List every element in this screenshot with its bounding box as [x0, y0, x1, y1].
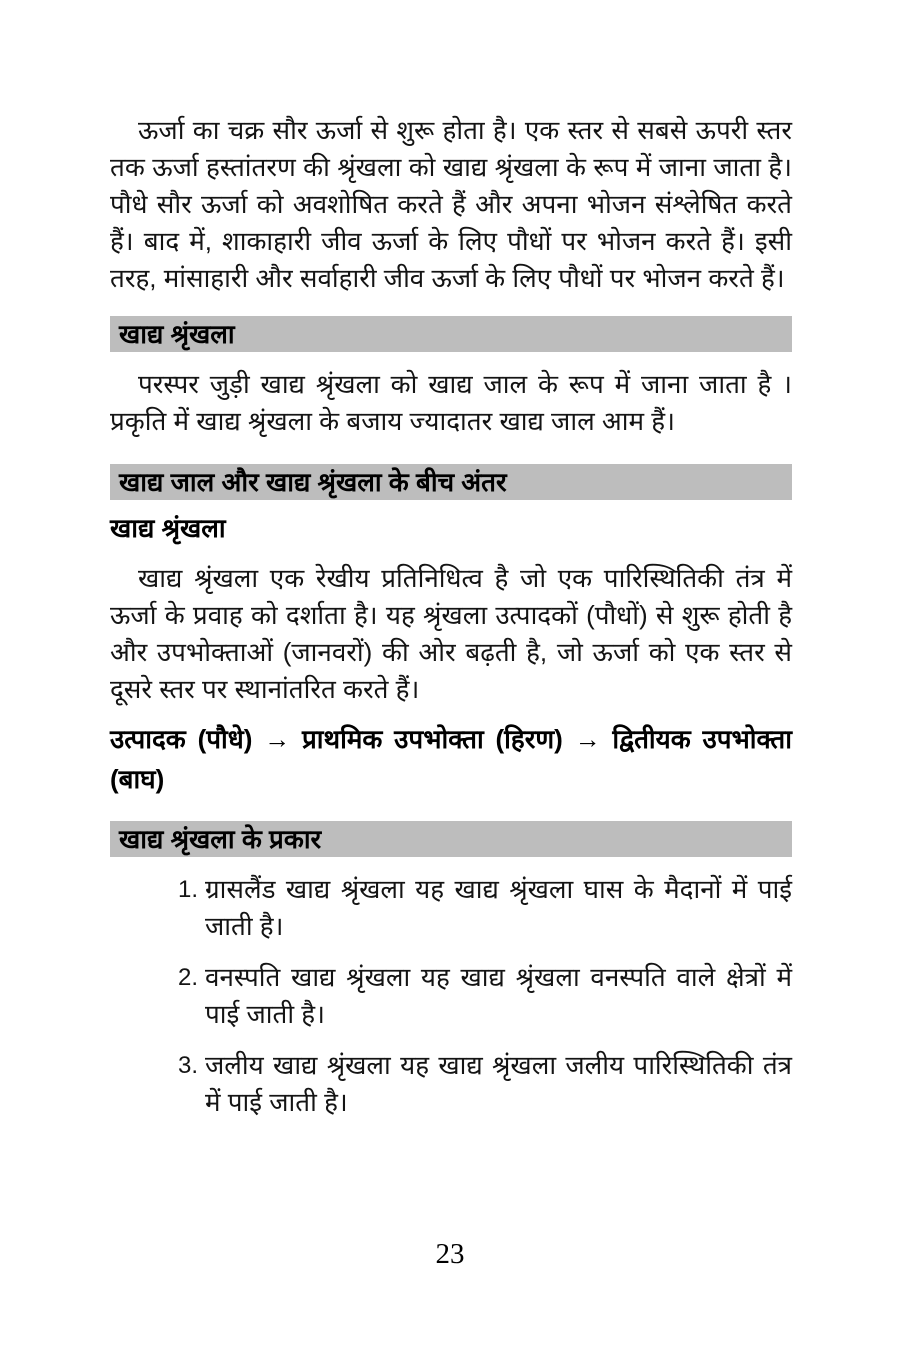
subheading-food-chain: खाद्य श्रृंखला — [110, 513, 226, 543]
section-heading-food-chain: खाद्य श्रृंखला — [110, 316, 792, 352]
section-heading-types: खाद्य श्रृंखला के प्रकार — [110, 821, 792, 857]
list-item-text: जलीय खाद्य श्रृंखला यह खाद्य श्रृंखला जलीय पारिस्थितिकी तंत्र में पाई जाती है। — [205, 1050, 792, 1117]
difference-paragraph: खाद्य श्रृंखला एक रेखीय प्रतिनिधित्व है जो एक पारिस्थितिकी तंत्र में ऊर्जा के प्रवाह को दर्शाता है। यह श्रृंखला उत्पादकों (पौधों) से शुरू होती है और उपभोक्ताओं (जानवरों) की ओर बढ़ती है, जो ऊर्जा को एक स्तर से दूसरे स्तर पर स्थानांतरित करते हैं। — [110, 563, 792, 704]
list-item-text: वनस्पति खाद्य श्रृंखला यह खाद्य श्रृंखला वनस्पति वाले क्षेत्रों में पाई जाती है। — [205, 962, 792, 1029]
food-chain-sequence: उत्पादक (पौधे) → प्राथमिक उपभोक्ता (हिरण) → द्वितीयक उपभोक्ता (बाघ) — [110, 724, 792, 794]
page-content — [110, 0, 792, 1121]
intro-paragraph: ऊर्जा का चक्र सौर ऊर्जा से शुरू होता है। एक स्तर से सबसे ऊपरी स्तर तक ऊर्जा हस्तांतरण की श्रृंखला को खाद्य श्रृंखला के रूप में जाना जाता है। पौधे सौर ऊर्जा को अवशोषित करते हैं और अपना भोजन संश्लेषित करते हैं। बाद में, शाकाहारी जीव ऊर्जा के लिए पौधों पर भोजन करते हैं। इसी तरह, मांसाहारी और सर्वाहारी जीव ऊर्जा के लिए पौधों पर भोजन करते हैं। — [110, 115, 792, 293]
list-item — [178, 959, 792, 1033]
page-number: 23 — [435, 1238, 465, 1270]
list-item-number: 3. — [178, 1052, 199, 1079]
list-item-number: 2. — [178, 964, 199, 991]
list-item — [178, 1047, 792, 1121]
list-item-text: ग्रासलैंड खाद्य श्रृंखला यह खाद्य श्रृंखला घास के मैदानों में पाई जाती है। — [205, 874, 792, 941]
list-item-number: 1. — [178, 876, 199, 903]
list-item — [178, 871, 792, 945]
food-chain-paragraph: परस्पर जुड़ी खाद्य श्रृंखला को खाद्य जाल के रूप में जाना जाता है । प्रकृति में खाद्य श्रृंखला के बजाय ज्यादातर खाद्य जाल आम हैं। — [110, 369, 792, 436]
section-heading-difference: खाद्य जाल और खाद्य श्रृंखला के बीच अंतर — [110, 464, 792, 500]
food-chain-types-list — [110, 871, 792, 1121]
